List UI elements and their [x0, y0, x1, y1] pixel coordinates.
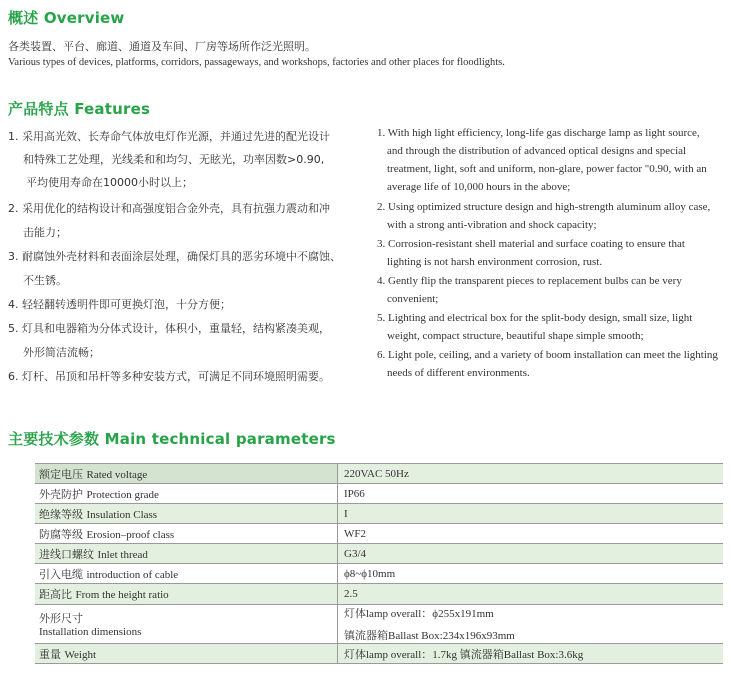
- param-value: [338, 605, 724, 644]
- params-row: [35, 564, 723, 584]
- feature-en-line: lighting is not harsh environment corrosion, rust.: [387, 256, 603, 268]
- param-value: G3/4: [338, 544, 724, 564]
- feature-cn-line: 外形简洁流畅；: [23, 346, 100, 359]
- param-label: [35, 544, 338, 564]
- param-label-cn: 进线口螺纹: [39, 547, 94, 561]
- param-label-cn: 重量: [39, 647, 61, 661]
- param-value: ϕ8~ϕ10mm: [338, 564, 724, 584]
- param-label: [35, 584, 338, 605]
- feature-en-line: 1. With high light efficiency, long-life gas discharge lamp as light source,: [377, 127, 700, 139]
- param-label-en: From the height ratio: [75, 589, 169, 601]
- feature-en-line: 5. Lighting and electrical box for the split-body design, small size, light: [377, 312, 693, 324]
- params-row: [35, 484, 723, 504]
- feature-en-line: and through the distribution of advanced optical designs and special: [387, 145, 687, 157]
- param-value: 2.5: [338, 584, 724, 605]
- param-label: [35, 524, 338, 544]
- overview-text-cn: 各类装置、平台、廊道、通道及车间、厂房等场所作泛光照明。: [8, 40, 316, 53]
- feature-en-line: weight, compact structure, beautiful shape simple smooth;: [387, 330, 644, 342]
- feature-cn-line: 3. 耐腐蚀外壳材料和表面涂层处理，确保灯具的恶劣环境中不腐蚀、: [8, 250, 341, 263]
- feature-en-line: treatment, light, soft and uniform, non-glare, power factor "0.90, with an: [387, 163, 707, 175]
- param-label-en: Insulation Class: [86, 508, 158, 521]
- feature-en-line: 3. Corrosion-resistant shell material and surface coating to ensure that: [377, 238, 685, 250]
- param-label-cn: 额定电压: [39, 467, 83, 481]
- param-label-cn: 外形尺寸: [39, 612, 83, 625]
- param-value: WF2: [338, 524, 724, 544]
- params-title: 主要技术参数 Main technical parameters: [8, 430, 336, 448]
- param-label-en: Inlet thread: [97, 548, 148, 561]
- param-label: [35, 644, 338, 664]
- overview-text-en: Various types of devices, platforms, corridors, passageways, and workshops, factories and other places for floodlights.: [8, 57, 505, 68]
- params-row: [35, 605, 723, 644]
- param-value: I: [338, 504, 724, 524]
- param-label-en: Installation dimensions: [39, 626, 142, 638]
- param-label: [35, 484, 338, 504]
- param-label-en: Protection grade: [86, 488, 159, 501]
- feature-cn-line: 和特殊工艺处理，光线柔和和均匀、无眩光，功率因数>0.90,: [23, 153, 325, 166]
- feature-cn-line: 1. 采用高光效、长寿命气体放电灯作光源，并通过先进的配光设计: [8, 130, 330, 143]
- feature-en-line: with a strong anti-vibration and shock capacity;: [387, 219, 597, 231]
- params-table: [35, 463, 723, 664]
- param-value-line: 灯体lamp overall：ϕ255x191mm: [344, 608, 494, 620]
- param-label-cn: 外壳防护: [39, 487, 83, 501]
- feature-en-line: 6. Light pole, ceiling, and a variety of boom installation can meet the lighting: [377, 349, 718, 361]
- param-label-en: introduction of cable: [86, 568, 179, 581]
- feature-en-line: needs of different environments.: [387, 367, 530, 379]
- feature-cn-line: 平均使用寿命在10000小时以上；: [26, 176, 193, 189]
- param-label-en: Rated voltage: [86, 468, 148, 481]
- param-label: [35, 464, 338, 484]
- param-value: 灯体lamp overall：1.7kg 镇流器箱Ballast Box:3.6kg: [338, 644, 724, 664]
- params-row: [35, 524, 723, 544]
- params-row: [35, 644, 723, 664]
- param-label-cn: 引入电缆: [39, 567, 83, 581]
- features-title: 产品特点 Features: [8, 100, 151, 118]
- overview-title: 概述 Overview: [8, 9, 125, 27]
- param-value-line: 镇流器箱Ballast Box:234x196x93mm: [344, 630, 515, 642]
- feature-en-line: average life of 10,000 hours in the above;: [387, 181, 571, 193]
- param-label-en: Weight: [64, 648, 96, 661]
- param-label-cn: 防腐等级: [39, 527, 83, 541]
- param-label-cn: 距高比: [39, 588, 72, 601]
- feature-cn-line: 6. 灯杆、吊顶和吊杆等多种安装方式，可满足不同环境照明需要。: [8, 370, 330, 383]
- feature-cn-line: 击能力；: [23, 226, 67, 239]
- param-label: [35, 564, 338, 584]
- param-value: IP66: [338, 484, 724, 504]
- params-row: [35, 584, 723, 605]
- feature-cn-line: 不生锈。: [23, 274, 67, 287]
- param-value: 220VAC 50Hz: [338, 464, 724, 484]
- feature-en-line: convenient;: [387, 293, 439, 305]
- param-label-cn: 绝缘等级: [39, 507, 83, 521]
- feature-cn-line: 2. 采用优化的结构设计和高强度铝合金外壳，具有抗强力震动和冲: [8, 202, 330, 215]
- params-row: [35, 464, 723, 484]
- params-row: [35, 544, 723, 564]
- param-label-en: Erosion–proof class: [86, 528, 175, 541]
- param-label: [35, 504, 338, 524]
- feature-cn-line: 5. 灯具和电器箱为分体式设计，体积小，重量轻，结构紧凑美观，: [8, 322, 330, 335]
- param-label: [35, 605, 338, 644]
- feature-en-line: 4. Gently flip the transparent pieces to replacement bulbs can be very: [377, 275, 682, 287]
- params-row: [35, 504, 723, 524]
- feature-en-line: 2. Using optimized structure design and high-strength aluminum alloy case,: [377, 201, 711, 213]
- feature-cn-line: 4. 轻轻翻转透明件即可更换灯泡，十分方便；: [8, 298, 231, 311]
